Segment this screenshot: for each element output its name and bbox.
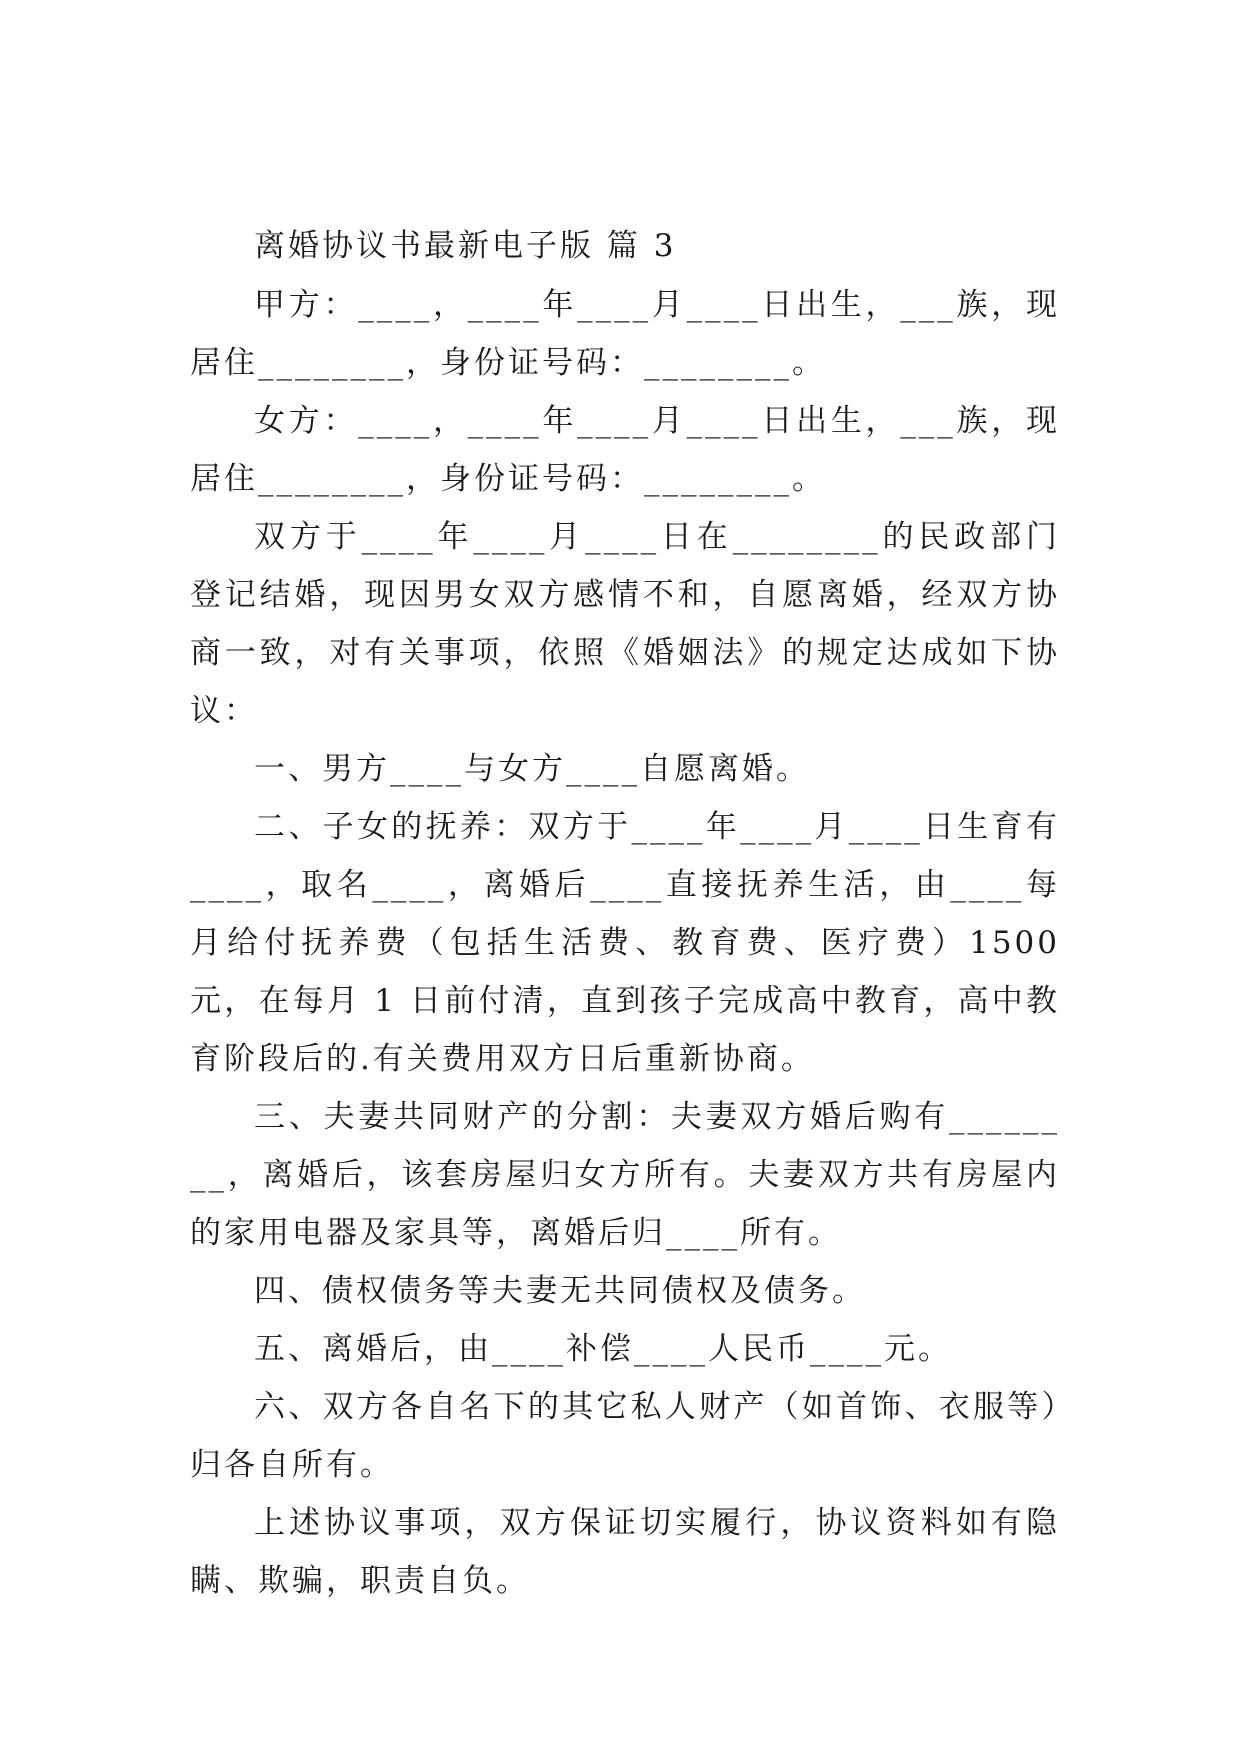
clause-1-paragraph: 一、男方____与女方____自愿离婚。 <box>254 751 810 787</box>
clause-5-paragraph: 五、离婚后，由____补偿____人民币____元。 <box>254 1331 952 1367</box>
marriage-info-paragraph: 双方于____年____月____日在________的民政部门登记结婚，现因男女双方感情不和，自愿离婚，经双方协商一致，对有关事项，依照《婚姻法》的规定达成如下协议： <box>190 519 1060 729</box>
document-body <box>190 218 1060 1610</box>
clause-3-paragraph: 三、夫妻共同财产的分割：夫妻双方婚后购有________，离婚后，该套房屋归女方所有。夫妻双方共有房屋内的家用电器及家具等，离婚后归____所有。 <box>190 1099 1060 1251</box>
closing-paragraph: 上述协议事项，双方保证切实履行，协议资料如有隐瞒、欺骗，职责自负。 <box>190 1505 1060 1599</box>
party-a-paragraph: 甲方：____，____年____月____日出生，___族，现居住________，身份证号码：________。 <box>190 287 1060 381</box>
clause-4-paragraph: 四、债权债务等夫妻无共同债权及债务。 <box>254 1273 866 1309</box>
clause-2-paragraph: 二、子女的抚养：双方于____年____月____日生育有____，取名____，离婚后____直接抚养生活，由____每月给付抚养费（包括生活费、教育费、医疗费）1500 元，在每月 1 日前付清，直到孩子完成高中教育，高中教育阶段后的.有关费用双方日后重新协商。 <box>190 809 1060 1077</box>
clause-6-paragraph: 六、双方各自名下的其它私人财产（如首饰、衣服等）归各自所有。 <box>190 1389 1060 1483</box>
document-title: 离婚协议书最新电子版 篇 3 <box>254 228 677 264</box>
party-b-paragraph: 女方：____，____年____月____日出生，___族，现居住________，身份证号码：________。 <box>190 403 1060 497</box>
